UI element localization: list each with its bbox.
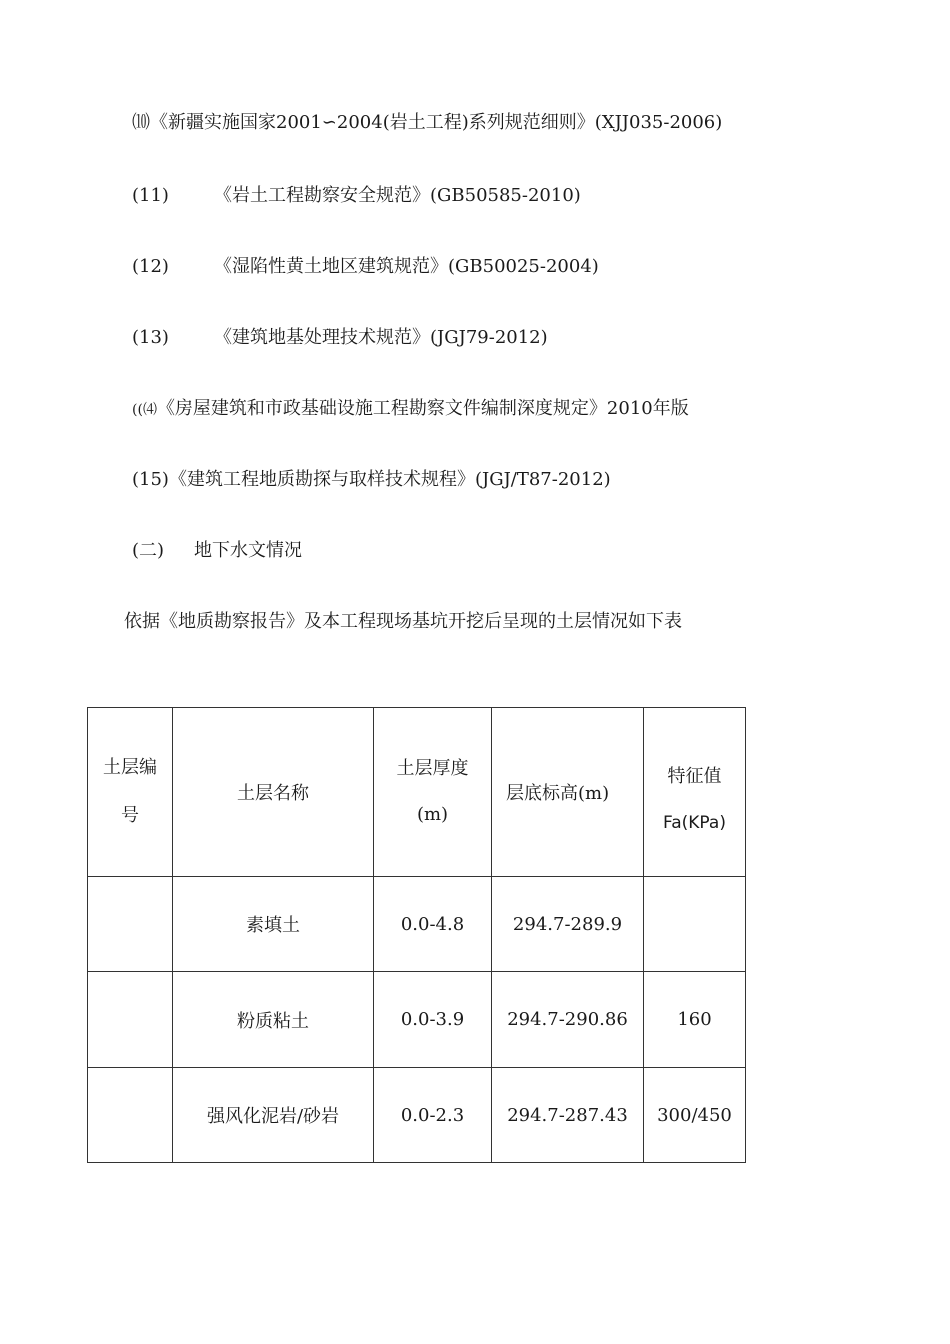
cell-layer-name: 粉质粘土 (173, 972, 374, 1068)
table-row (88, 972, 746, 1068)
reference-item (132, 255, 599, 279)
reference-text: 《岩土工程勘察安全规范》(GB50585-2010) (214, 185, 581, 206)
reference-text: 《建筑工程地质勘探与取样技术规程》(JGJ/T87-2012) (168, 469, 611, 490)
reference-item (132, 184, 581, 208)
intro-paragraph: 依据《地质勘察报告》及本工程现场基坑开挖后呈现的土层情况如下表 (124, 611, 682, 632)
header-characteristic-value: 特征值 Fa(KPa) (644, 708, 746, 877)
reference-number: (13) (132, 327, 169, 348)
reference-item (132, 397, 689, 422)
reference-text: 《建筑地基处理技术规范》(JGJ79-2012) (214, 327, 548, 348)
cell-layer-name: 强风化泥岩/砂岩 (173, 1068, 374, 1163)
header-layer-name: 土层名称 (173, 708, 374, 877)
cell-bottom-elevation: 294.7-287.43 (492, 1068, 644, 1163)
cell-thickness: 0.0-3.9 (374, 972, 492, 1068)
reference-number: (12) (132, 256, 169, 277)
section-number: (二) (132, 540, 165, 561)
reference-item (132, 111, 722, 135)
header-layer-id: 土层编 号 (88, 708, 173, 877)
table-row (88, 877, 746, 972)
cell-layer-id (88, 877, 173, 972)
cell-bottom-elevation: 294.7-289.9 (492, 877, 644, 972)
cell-characteristic-value: 160 (644, 972, 746, 1068)
reference-item (132, 468, 611, 492)
cell-characteristic-value: 300/450 (644, 1068, 746, 1163)
cell-thickness: 0.0-4.8 (374, 877, 492, 972)
section-title: 地下水文情况 (194, 540, 302, 561)
cell-thickness: 0.0-2.3 (374, 1068, 492, 1163)
cell-layer-name: 素填土 (173, 877, 374, 972)
reference-item (132, 326, 548, 350)
table-header-row (88, 708, 746, 877)
cell-layer-id (88, 972, 173, 1068)
table-row (88, 1068, 746, 1163)
cell-characteristic-value (644, 877, 746, 972)
reference-number: (11) (132, 185, 169, 206)
reference-text: 《新疆实施国家2001∽2004(岩土工程)系列规范细则》(XJJ035-2006) (150, 112, 723, 133)
reference-number: ⑷ (142, 402, 157, 418)
reference-text: 《湿陷性黄土地区建筑规范》(GB50025-2004) (214, 256, 599, 277)
soil-layer-table (87, 707, 746, 1163)
cell-bottom-elevation: 294.7-290.86 (492, 972, 644, 1068)
reference-text: 《房屋建筑和市政基础设施工程勘察文件编制深度规定》2010年版 (156, 398, 689, 419)
header-bottom-elevation: 层底标高(m) (492, 708, 644, 877)
reference-prefix: (( (132, 402, 143, 418)
section-heading (132, 539, 302, 563)
reference-number: (15) (132, 469, 169, 490)
cell-layer-id (88, 1068, 173, 1163)
reference-number: ⑽ (132, 112, 150, 133)
header-thickness: 土层厚度 (m) (374, 708, 492, 877)
